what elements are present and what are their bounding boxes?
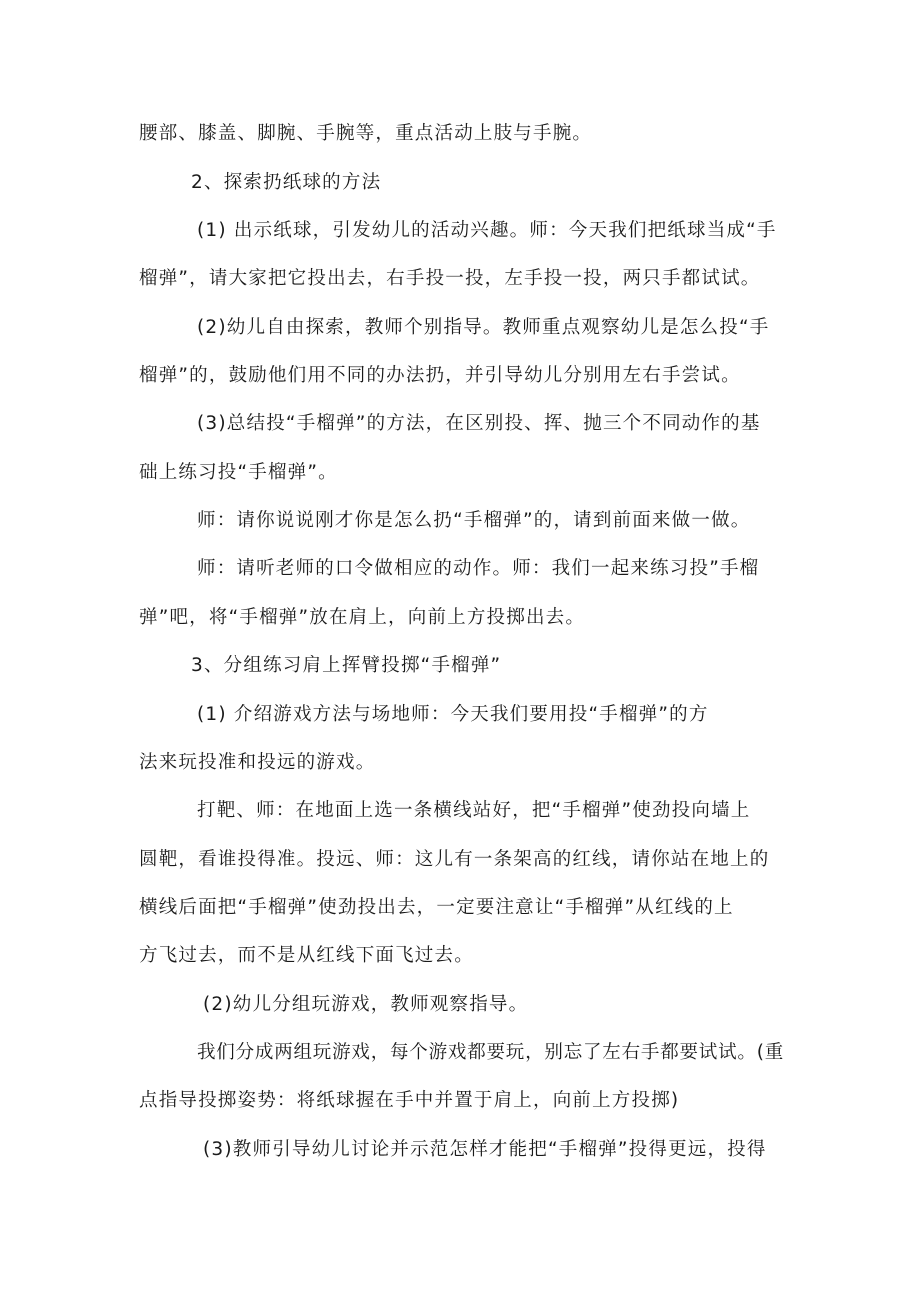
text-line: 横线后面把“手榴弹”使劲投出去，一定要注意让“手榴弹”从红线的上 [139, 897, 734, 918]
text-line: (3)教师引导幼儿讨论并示范怎样才能把“手榴弹”投得更远，投得 [203, 1139, 767, 1160]
text-line: 师：请听老师的口令做相应的动作。师：我们一起来练习投”手榴 [197, 558, 760, 579]
text-line: 方飞过去，而不是从红线下面飞过去。 [139, 945, 474, 966]
text-line: 础上练习投“手榴弹”。 [139, 462, 338, 483]
text-line: (3)总结投“手榴弹”的方法，在区别投、挥、抛三个不同动作的基 [197, 413, 761, 434]
text-line: (2)幼儿分组玩游戏，教师观察指导。 [203, 994, 529, 1015]
text-line: 榴弹”，请大家把它投出去，右手投一投，左手投一投，两只手都试试。 [139, 268, 761, 289]
section-heading: 3、分组练习肩上挥臂投掷“手榴弹” [191, 655, 502, 676]
text-line: (2)幼儿自由探索，教师个别指导。教师重点观察幼儿是怎么投“手 [197, 317, 770, 338]
text-line: 法来玩投准和投远的游戏。 [139, 752, 376, 773]
text-line: 榴弹”的，鼓励他们用不同的办法扔，并引导幼儿分别用左右手尝试。 [139, 365, 741, 386]
text-line: 腰部、膝盖、脚腕、手腕等，重点活动上肢与手腕。 [139, 123, 593, 144]
text-line: (1) 出示纸球，引发幼儿的活动兴趣。师：今天我们把纸球当成“手 [197, 220, 777, 241]
text-line: (1) 介绍游戏方法与场地师：今天我们要用投“手榴弹”的方 [197, 704, 709, 725]
text-line: 打靶、师：在地面上选一条横线站好，把“手榴弹”使劲投向墙上 [197, 800, 751, 821]
text-line: 弹”吧，将“手榴弹”放在肩上，向前上方投掷出去。 [139, 607, 586, 628]
text-line: 师：请你说说刚才你是怎么扔“手榴弹”的，请到前面来做一做。 [197, 510, 751, 531]
text-line: 点指导投掷姿势：将纸球握在手中并置于肩上，向前上方投掷) [139, 1090, 680, 1111]
text-line: 我们分成两组玩游戏，每个游戏都要玩，别忘了左右手都要试试。(重 [197, 1042, 785, 1063]
section-heading: 2、探索扔纸球的方法 [191, 172, 382, 193]
text-line: 圆靶，看谁投得准。投远、师：这儿有一条架高的红线，请你站在地上的 [139, 849, 770, 870]
